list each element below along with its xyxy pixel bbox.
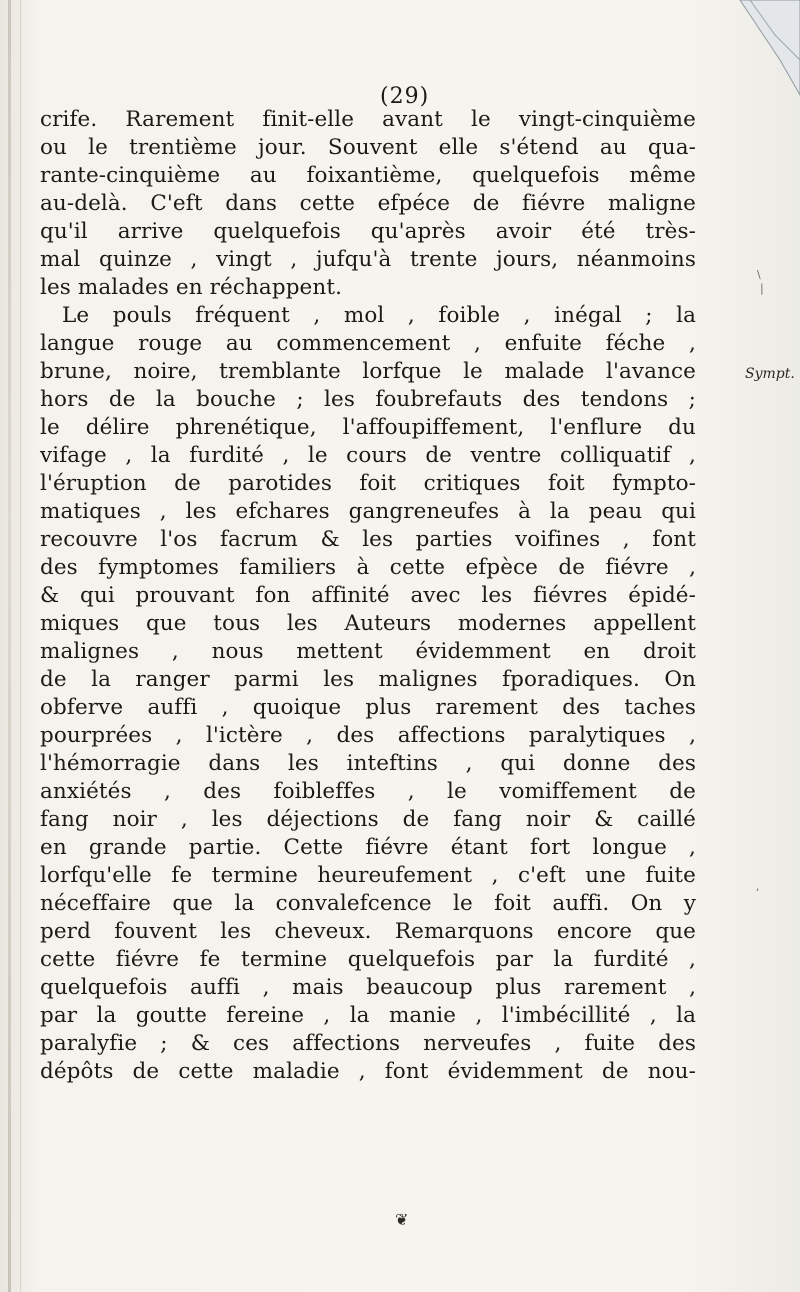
page-number: (29)	[380, 84, 430, 109]
text-line: en grande partie. Cette fiévre étant fort longue ,	[40, 835, 696, 860]
text-line: l'hémorragie dans les inteftins , qui donne des	[40, 751, 696, 776]
text-line: paralyfie ; & ces affections nerveufes , fuite des	[40, 1031, 696, 1056]
text-line: le délire phrenétique, l'affoupiffement, l'enflure du	[40, 415, 696, 440]
ink-speck: |	[760, 282, 764, 295]
text-line: obferve auffi , quoique plus rarement des taches	[40, 695, 696, 720]
text-line: ou le trentième jour. Souvent elle s'étend au qua-	[40, 135, 696, 160]
text-line: crife. Rarement finit-elle avant le vingt-cinquième	[40, 107, 696, 132]
text-line: quelquefois auffi , mais beaucoup plus rarement ,	[40, 975, 696, 1000]
text-line: rante-cinquième au foixantième, quelquefois même	[40, 163, 696, 188]
text-line: mal quinze , vingt , jufqu'à trente jours, néanmoins	[40, 247, 696, 272]
text-line: les malades en réchappent.	[40, 275, 343, 300]
text-line: langue rouge au commencement , enfuite féche ,	[40, 331, 696, 356]
text-line: matiques , les efchares gangreneufes à la peau qui	[40, 499, 696, 524]
text-line: anxiétés , des foibleffes , le vomiffement de	[40, 779, 696, 804]
text-line: des fymptomes familiers à cette efpèce de fiévre ,	[40, 555, 696, 580]
text-line: de la ranger parmi les malignes fporadiques. On	[40, 667, 696, 692]
text-line: hors de la bouche ; les foubrefauts des tendons ;	[40, 387, 696, 412]
tailpiece-ornament: ❦	[395, 1210, 409, 1229]
text-line: vifage , la furdité , le cours de ventre colliquatif ,	[40, 443, 696, 468]
text-line: dépôts de cette maladie , font évidemment de nou-	[40, 1059, 696, 1084]
text-line: recouvre l'os facrum & les parties voifines , font	[40, 527, 696, 552]
torn-corner	[720, 0, 800, 100]
text-line: Le pouls fréquent , mol , foible , inégal ; la	[62, 303, 696, 328]
text-line: pourprées , l'ictère , des affections paralytiques ,	[40, 723, 696, 748]
text-line: perd fouvent les cheveux. Remarquons encore que	[40, 919, 696, 944]
margin-annotation: Sympt.	[745, 366, 795, 382]
text-line: fang noir , les déjections de fang noir & caillé	[40, 807, 696, 832]
text-line: au-delà. C'eft dans cette efpéce de fiévre maligne	[40, 191, 696, 216]
text-line: l'éruption de parotides foit critiques foit fympto-	[40, 471, 696, 496]
text-line: miques que tous les Auteurs modernes appellent	[40, 611, 696, 636]
text-line: par la goutte fereine , la manie , l'imbécillité , la	[40, 1003, 696, 1028]
text-line: cette fiévre fe termine quelquefois par la furdité ,	[40, 947, 696, 972]
text-line: malignes , nous mettent évidemment en droit	[40, 639, 696, 664]
text-line: & qui prouvant fon affinité avec les fiévres épidé-	[40, 583, 696, 608]
text-line: néceffaire que la convalefcence le foit auffi. On y	[40, 891, 696, 916]
text-line: qu'il arrive quelquefois qu'après avoir été très-	[40, 219, 696, 244]
binding-gutter-edge	[20, 0, 21, 1292]
body-text	[40, 106, 696, 1086]
binding-gutter	[8, 0, 11, 1292]
ink-speck: \	[757, 268, 761, 281]
text-line: brune, noire, tremblante lorfque le malade l'avance	[40, 359, 696, 384]
ink-speck: ,	[756, 880, 760, 893]
text-line: lorfqu'elle fe termine heureufement , c'eft une fuite	[40, 863, 696, 888]
